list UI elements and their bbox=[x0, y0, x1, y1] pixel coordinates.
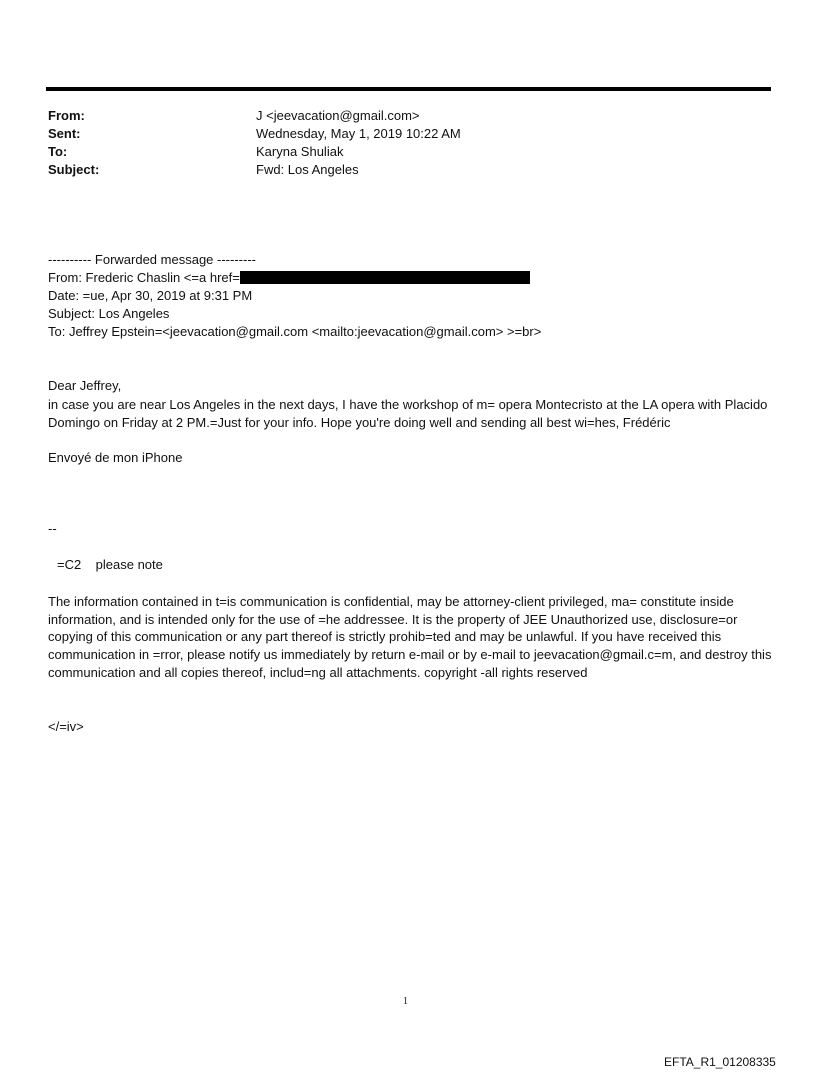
dashes: -- bbox=[48, 521, 57, 536]
forwarded-to: To: Jeffrey Epstein=<jeevacation@gmail.com <mailto:jeevacation@gmail.com> >=br> bbox=[48, 324, 542, 339]
disclaimer: The information contained in t=is communication is confidential, may be attorney-client privileged, ma= constitute inside information, and is intended only for the use of =he addressee. It is the property of JEE Unauthorized use, disclosure=or copying of this communication or any part thereof is strictly prohib=ted and may be unlawful. If you have received this communication in =rror, please notify us immediately by return e-mail or by e-mail to jeevacation@gmail.c=m, and destroy this communication and all copies thereof, includ=ng all attachments. copyright -all rights reserved bbox=[48, 594, 772, 680]
forwarded-subject: Subject: Los Angeles bbox=[48, 306, 170, 321]
subject-value: Fwd: Los Angeles bbox=[256, 162, 359, 177]
forwarded-from bbox=[48, 270, 530, 285]
greeting: Dear Jeffrey, bbox=[48, 378, 122, 393]
please-note: =C2 please note bbox=[57, 557, 163, 572]
closing-tag: </=iv> bbox=[48, 719, 84, 734]
sent-value: Wednesday, May 1, 2019 10:22 AM bbox=[256, 126, 461, 141]
signature: Envoyé de mon iPhone bbox=[48, 450, 183, 465]
redaction-block bbox=[240, 271, 530, 284]
to-value: Karyna Shuliak bbox=[256, 144, 344, 159]
sent-label: Sent: bbox=[48, 126, 81, 141]
subject-label: Subject: bbox=[48, 162, 100, 177]
from-label: From: bbox=[48, 108, 85, 123]
page-number: 1 bbox=[403, 996, 408, 1007]
forwarded-from-text: From: Frederic Chaslin <=a href= bbox=[48, 270, 240, 285]
forwarded-date: Date: =ue, Apr 30, 2019 at 9:31 PM bbox=[48, 288, 253, 303]
to-label: To: bbox=[48, 144, 68, 159]
message-body: in case you are near Los Angeles in the next days, I have the workshop of m= opera Montecristo at the LA opera with Placido Domingo on Friday at 2 PM.=Just for your info. Hope you're doing well and sending all best wi=hes, Frédéric bbox=[48, 397, 768, 430]
bates-number: EFTA_R1_01208335 bbox=[664, 1055, 776, 1069]
from-value: J <jeevacation@gmail.com> bbox=[256, 108, 420, 123]
forwarded-separator: ---------- Forwarded message --------- bbox=[48, 252, 256, 267]
header-rule bbox=[46, 87, 771, 91]
